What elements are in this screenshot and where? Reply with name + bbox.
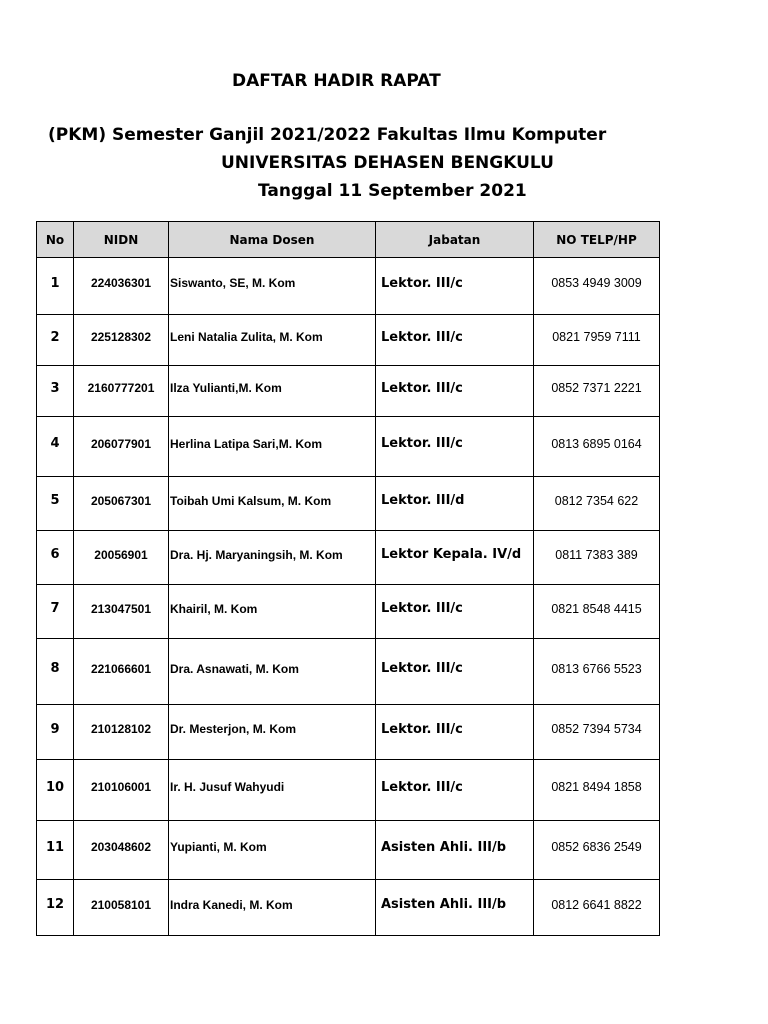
table-row <box>37 366 660 417</box>
cell-telp-text: 0812 6641 8822 <box>551 897 642 912</box>
cell-nama <box>169 821 376 880</box>
cell-nidn <box>74 417 169 477</box>
cell-nama <box>169 417 376 477</box>
cell-jabatan-text: Lektor. III/c <box>381 380 463 396</box>
cell-nidn-text: 213047501 <box>90 601 152 616</box>
cell-no <box>37 531 74 585</box>
table-row <box>37 880 660 936</box>
table-row <box>37 705 660 760</box>
cell-nidn <box>74 315 169 366</box>
table-row <box>37 258 660 315</box>
cell-no-text: 4 <box>50 436 60 451</box>
title-line-2-wrapper <box>0 90 660 124</box>
cell-nidn <box>74 821 169 880</box>
cell-nama-text: Dra. Asnawati, M. Kom <box>170 661 299 676</box>
cell-jabatan-text: Lektor. III/c <box>381 436 463 451</box>
cell-nidn-text: 2160777201 <box>87 381 155 395</box>
cell-telp-text: 0813 6895 0164 <box>551 436 642 451</box>
cell-telp <box>534 477 660 531</box>
cell-nidn <box>74 258 169 315</box>
cell-telp <box>534 531 660 585</box>
university-name: UNIVERSITAS DEHASEN BENGKULU <box>221 153 554 173</box>
cell-jabatan <box>376 821 534 880</box>
cell-telp-text: 0813 6766 5523 <box>551 661 642 676</box>
cell-nidn-text: 210058101 <box>90 897 152 912</box>
cell-nidn-text: 20056901 <box>94 547 148 562</box>
cell-no-text: 9 <box>50 721 60 737</box>
cell-no <box>37 760 74 821</box>
cell-telp-text: 0852 6836 2549 <box>551 840 642 854</box>
cell-nama <box>169 639 376 705</box>
cell-no-text: 1 <box>50 275 60 291</box>
cell-nama <box>169 585 376 639</box>
table-row <box>37 639 660 705</box>
column-header-jabatan: Jabatan <box>376 222 534 258</box>
cell-nidn <box>74 880 169 936</box>
cell-nidn <box>74 760 169 821</box>
cell-jabatan-text: Lektor. III/c <box>381 661 463 676</box>
cell-telp-text: 0852 7371 2221 <box>551 381 642 395</box>
cell-nidn <box>74 366 169 417</box>
cell-jabatan-text: Lektor. III/c <box>381 329 463 345</box>
document-title: DAFTAR HADIR RAPAT <box>232 71 441 91</box>
cell-telp <box>534 821 660 880</box>
cell-jabatan-text: Lektor. III/c <box>381 601 463 616</box>
cell-nidn-text: 224036301 <box>90 276 152 290</box>
cell-jabatan <box>376 880 534 936</box>
table-header-row <box>37 222 660 258</box>
cell-nama-text: Toibah Umi Kalsum, M. Kom <box>170 493 332 508</box>
cell-no-text: 3 <box>50 380 60 396</box>
cell-telp <box>534 258 660 315</box>
cell-nidn-text: 210128102 <box>90 722 152 736</box>
cell-nama-text: Dr. Mesterjon, M. Kom <box>170 722 297 736</box>
cell-telp-text: 0821 8494 1858 <box>551 780 642 794</box>
cell-jabatan <box>376 531 534 585</box>
cell-nama <box>169 705 376 760</box>
cell-telp <box>534 366 660 417</box>
cell-nama <box>169 880 376 936</box>
cell-nama-text: Yupianti, M. Kom <box>170 840 267 854</box>
cell-jabatan <box>376 585 534 639</box>
cell-jabatan <box>376 417 534 477</box>
cell-jabatan <box>376 639 534 705</box>
column-header-telp: NO TELP/HP <box>534 222 660 258</box>
cell-nidn-text: 206077901 <box>90 436 152 451</box>
cell-jabatan <box>376 366 534 417</box>
table-row <box>37 760 660 821</box>
cell-nama-text: Leni Natalia Zulita, M. Kom <box>170 330 323 344</box>
cell-telp-text: 0853 4949 3009 <box>551 276 642 290</box>
attendance-table <box>36 221 660 936</box>
table-row <box>37 531 660 585</box>
cell-nidn-text: 205067301 <box>90 493 152 508</box>
cell-no-text: 10 <box>45 779 65 795</box>
cell-nama-text: Siswanto, SE, M. Kom <box>170 276 296 290</box>
cell-nidn <box>74 585 169 639</box>
cell-no-text: 2 <box>50 329 60 345</box>
cell-nama-text: Ilza Yulianti,M. Kom <box>170 381 282 395</box>
document-subtitle-line-3: (PKM) Semester Ganjil 2021/2022 Fakultas Ilmu Komputer <box>48 125 607 145</box>
cell-jabatan-text: Lektor. III/d <box>381 493 465 508</box>
cell-telp <box>534 880 660 936</box>
cell-no-text: 12 <box>45 897 65 912</box>
cell-telp <box>534 705 660 760</box>
cell-jabatan <box>376 760 534 821</box>
column-header-no: No <box>37 222 74 258</box>
cell-nama-text: Herlina Latipa Sari,M. Kom <box>170 436 323 451</box>
cell-nidn <box>74 477 169 531</box>
cell-telp <box>534 315 660 366</box>
cell-no <box>37 366 74 417</box>
cell-telp-text: 0811 7383 389 <box>555 547 638 562</box>
table-row <box>37 821 660 880</box>
cell-telp <box>534 760 660 821</box>
cell-nama-text: Ir. H. Jusuf Wahyudi <box>170 780 285 794</box>
cell-jabatan <box>376 477 534 531</box>
cell-no <box>37 477 74 531</box>
cell-jabatan-text: Asisten Ahli. III/b <box>381 897 507 912</box>
cell-nidn <box>74 705 169 760</box>
cell-nidn-text: 221066601 <box>90 661 152 676</box>
cell-nama-text: Dra. Hj. Maryaningsih, M. Kom <box>170 547 343 562</box>
cell-nama <box>169 531 376 585</box>
cell-no-text: 7 <box>50 601 60 616</box>
cell-jabatan-text: Lektor. III/c <box>381 275 463 291</box>
cell-telp <box>534 639 660 705</box>
cell-telp-text: 0821 8548 4415 <box>551 601 642 616</box>
cell-no-text: 6 <box>50 547 60 562</box>
table-row <box>37 585 660 639</box>
cell-nama-text: Indra Kanedi, M. Kom <box>170 897 293 912</box>
cell-no <box>37 821 74 880</box>
cell-jabatan <box>376 705 534 760</box>
cell-nama <box>169 477 376 531</box>
cell-nidn <box>74 531 169 585</box>
cell-no <box>37 315 74 366</box>
column-header-nidn: NIDN <box>74 222 169 258</box>
cell-telp-text: 0821 7959 7111 <box>552 330 641 344</box>
cell-telp-text: 0812 7354 622 <box>554 493 639 508</box>
cell-jabatan-text: Lektor. III/c <box>381 721 463 737</box>
cell-jabatan-text: Asisten Ahli. III/b <box>381 839 507 855</box>
cell-no-text: 5 <box>50 493 60 508</box>
cell-nama <box>169 760 376 821</box>
table-row <box>37 477 660 531</box>
cell-nama <box>169 258 376 315</box>
cell-telp <box>534 585 660 639</box>
cell-no <box>37 417 74 477</box>
cell-jabatan-text: Lektor Kepala. IV/d <box>381 547 522 562</box>
cell-nidn <box>74 639 169 705</box>
meeting-date: Tanggal 11 September 2021 <box>258 181 527 201</box>
cell-jabatan <box>376 258 534 315</box>
cell-no-text: 8 <box>50 661 60 676</box>
cell-no <box>37 705 74 760</box>
cell-nama <box>169 366 376 417</box>
cell-nama <box>169 315 376 366</box>
cell-telp-text: 0852 7394 5734 <box>551 722 642 736</box>
cell-jabatan <box>376 315 534 366</box>
cell-nama-text: Khairil, M. Kom <box>170 601 258 616</box>
cell-jabatan-text: Lektor. III/c <box>381 779 463 795</box>
cell-no-text: 11 <box>45 839 65 855</box>
table-row <box>37 315 660 366</box>
cell-no <box>37 585 74 639</box>
cell-nidn-text: 225128302 <box>90 330 152 344</box>
column-header-nama: Nama Dosen <box>169 222 376 258</box>
cell-nidn-text: 203048602 <box>90 840 152 854</box>
cell-no <box>37 880 74 936</box>
table-row <box>37 417 660 477</box>
cell-nidn-text: 210106001 <box>90 780 152 794</box>
cell-telp <box>534 417 660 477</box>
cell-no <box>37 258 74 315</box>
cell-no <box>37 639 74 705</box>
